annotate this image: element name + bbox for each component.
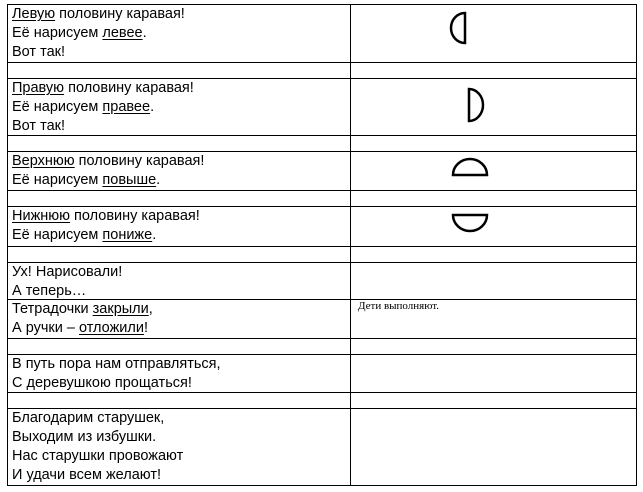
text-segment: А ручки – [12, 320, 79, 336]
text-segment: ! [143, 320, 148, 336]
row-divider [7, 246, 637, 247]
underlined-word: Нижнюю [12, 208, 71, 224]
text-segment: Нас старушки провожают [12, 448, 184, 464]
poem-stanza [12, 355, 221, 393]
poem-line [12, 319, 153, 338]
text-segment: Её нарисуем [12, 227, 103, 243]
text-segment: половину каравая! [74, 153, 205, 169]
underlined-word: правее [102, 99, 151, 115]
left-half-circle-icon [450, 12, 466, 44]
text-segment: . [150, 99, 155, 115]
text-segment: Выходим из избушки. [12, 429, 157, 445]
text-segment: Её нарисуем [12, 99, 103, 115]
text-segment: Ух! Нарисовали! [12, 264, 123, 280]
text-segment: И удачи всем желают! [12, 467, 161, 483]
text-segment: А теперь… [12, 283, 87, 299]
poem-line [12, 43, 185, 62]
row-divider [7, 62, 637, 63]
poem-line [12, 226, 200, 245]
text-segment: половину каравая! [70, 208, 200, 224]
poem-stanza [12, 79, 194, 136]
poem-stanza [12, 152, 204, 190]
column-divider [350, 4, 351, 486]
instruction-note: Дети выполняют. [358, 300, 440, 312]
text-segment: . [156, 172, 161, 188]
row-divider [7, 190, 637, 191]
text-segment: Вот так! [12, 44, 66, 60]
poem-line [12, 207, 200, 226]
text-segment: С деревушкою прощаться! [12, 375, 192, 391]
poem-line [12, 374, 221, 393]
text-segment: половину каравая! [55, 6, 185, 22]
text-segment: В путь пора нам отправляться, [12, 356, 221, 372]
poem-stanza [12, 263, 122, 301]
poem-line [12, 5, 185, 24]
poem-line [12, 428, 183, 447]
poem-line [12, 79, 194, 98]
underlined-word: Верхнюю [12, 153, 75, 169]
bottom-half-circle-icon [452, 214, 488, 232]
text-segment: . [152, 227, 157, 243]
underlined-word: закрыли [92, 301, 149, 317]
poem-line [12, 152, 204, 171]
text-segment: Её нарисуем [12, 25, 103, 41]
text-segment: . [142, 25, 147, 41]
poem-line [12, 263, 122, 282]
poem-line [12, 466, 183, 485]
poem-stanza [12, 300, 153, 338]
poem-line [12, 24, 185, 43]
text-segment: , [148, 301, 153, 317]
underlined-word: левее [102, 25, 143, 41]
underlined-word: Левую [12, 6, 56, 22]
poem-line [12, 447, 183, 466]
poem-line [12, 171, 204, 190]
poem-stanza [12, 207, 200, 245]
text-segment: Её нарисуем [12, 172, 103, 188]
poem-stanza [12, 5, 185, 62]
poem-line [12, 282, 122, 301]
row-divider [7, 338, 637, 339]
text-segment: Тетрадочки [12, 301, 93, 317]
poem-line [12, 117, 194, 136]
text-segment: Вот так! [12, 118, 66, 134]
text-segment: Благодарим старушек, [12, 410, 165, 426]
underlined-word: Правую [12, 80, 65, 96]
text-segment: половину каравая! [64, 80, 194, 96]
right-half-circle-icon [468, 88, 484, 122]
poem-line [12, 355, 221, 374]
underlined-word: пониже [102, 227, 153, 243]
underlined-word: отложили [78, 320, 144, 336]
poem-stanza [12, 409, 183, 485]
underlined-word: повыше [102, 172, 157, 188]
top-half-circle-icon [452, 158, 488, 176]
poem-line [12, 300, 153, 319]
poem-line [12, 98, 194, 117]
poem-line [12, 409, 183, 428]
